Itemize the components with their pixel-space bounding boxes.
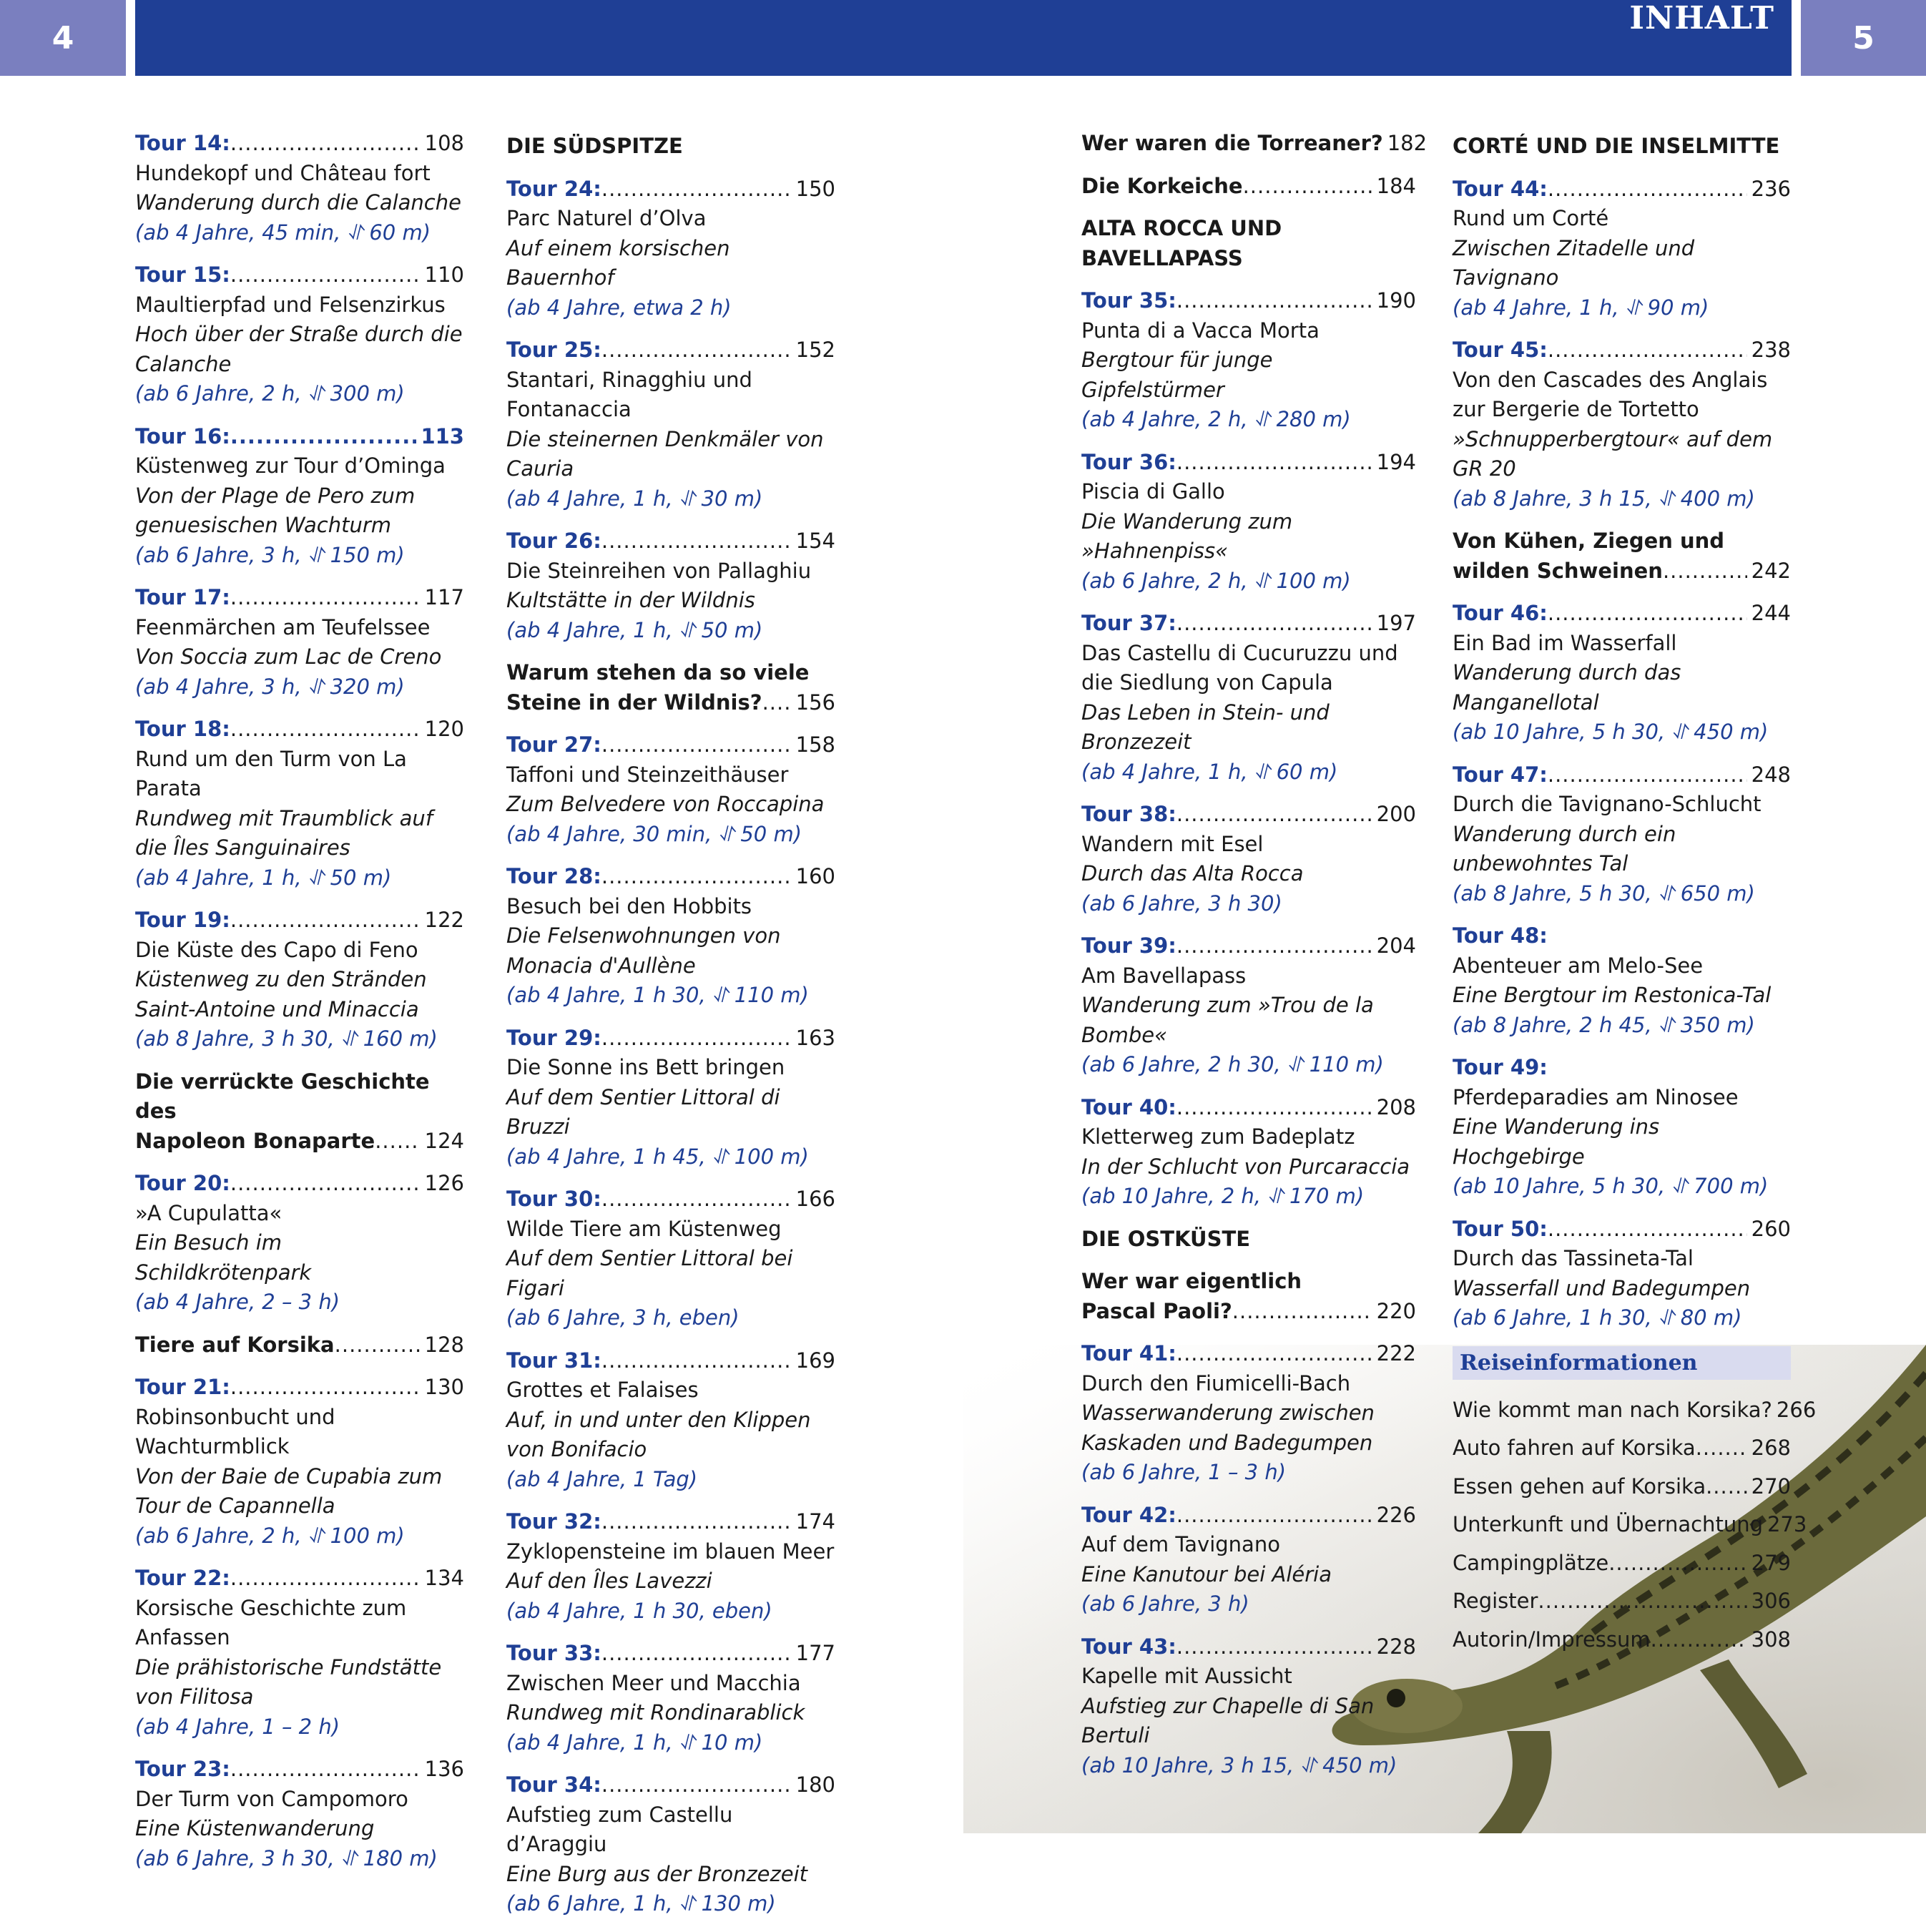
tour-subtitle: »Schnupperbergtour« auf dem GR 20: [1453, 426, 1773, 481]
toc-entry[interactable]: [1081, 448, 1416, 597]
tour-stats: (ab 4 Jahre, 1 h, ⥯ 60 m): [1081, 759, 1338, 784]
reise-item-label: Unterkunft und Übernachtung: [1453, 1512, 1763, 1536]
reise-item[interactable]: [1453, 1549, 1791, 1579]
tour-title: »A Cupulatta«: [135, 1200, 282, 1225]
tour-label: Tour 39:: [1081, 933, 1176, 958]
tour-title: Rund um den Turm von La Parata: [135, 746, 407, 800]
tour-label: Tour 18:: [135, 717, 230, 741]
tour-title: Das Castellu di Cucuruzzu und die Siedlung von Capula: [1081, 640, 1398, 695]
feature-title: Tiere auf Korsika: [135, 1332, 335, 1357]
tour-stats: (ab 4 Jahre, 1 h, ⥯ 30 m): [506, 486, 763, 511]
page-number: 154: [795, 529, 835, 553]
page-number: 248: [1751, 762, 1791, 787]
page-number: 222: [1376, 1341, 1416, 1365]
feature-title: Pascal Paoli?: [1081, 1298, 1232, 1323]
toc-entry[interactable]: [506, 1507, 835, 1626]
left-header-bar: [135, 0, 963, 76]
tour-title: Die Küste des Capo di Feno: [135, 937, 418, 962]
tour-subtitle: Eine Kanutour bei Aléria: [1081, 1561, 1332, 1587]
page-number: 226: [1376, 1502, 1416, 1527]
page-number: 200: [1376, 802, 1416, 826]
tour-label: Tour 40:: [1081, 1094, 1176, 1119]
tour-subtitle: Zwischen Zitadelle und Tavignano: [1453, 235, 1695, 290]
page-number: 130: [424, 1375, 464, 1399]
feature-title-line: Warum stehen da so viele: [506, 660, 810, 685]
page-number: 128: [424, 1332, 464, 1357]
page-number: 260: [1751, 1216, 1791, 1241]
page-number: 242: [1751, 558, 1791, 583]
page-number: 236: [1751, 176, 1791, 201]
page-number: 124: [424, 1128, 464, 1153]
tour-stats: (ab 4 Jahre, 1 h 30, eben): [506, 1598, 772, 1623]
page-number: 174: [795, 1509, 835, 1534]
tour-stats: (ab 4 Jahre, 3 h, ⥯ 320 m): [135, 674, 405, 699]
tour-subtitle: Hoch über der Straße durch die Calanche: [135, 322, 463, 376]
page-number: 244: [1751, 601, 1791, 625]
tour-label: Tour 47:: [1453, 762, 1548, 787]
feature-title: Wer waren die Torreaner?: [1081, 131, 1383, 155]
tour-subtitle: Wanderung durch ein unbewohntes Tal: [1453, 821, 1676, 876]
tour-label: Tour 45:: [1453, 338, 1548, 362]
reise-item-label: Essen gehen auf Korsika: [1453, 1473, 1706, 1499]
page-number: 122: [424, 908, 464, 932]
page-number: 150: [795, 176, 835, 201]
tour-title: Kletterweg zum Badeplatz: [1081, 1124, 1355, 1149]
tour-stats: (ab 4 Jahre, 30 min, ⥯ 50 m): [506, 821, 802, 846]
tour-title: Parc Naturel d’Olva: [506, 206, 707, 230]
tour-subtitle: Eine Bergtour im Restonica-Tal: [1453, 983, 1772, 1007]
toc-entry[interactable]: [1453, 1053, 1791, 1202]
tour-title: Hundekopf und Château fort: [135, 160, 431, 185]
tour-stats: (ab 6 Jahre, 2 h, ⥯ 300 m): [135, 381, 405, 406]
tour-stats: (ab 6 Jahre, 1 h 30, ⥯ 80 m): [1453, 1305, 1742, 1330]
tour-subtitle: Das Leben in Stein- und Bronzezeit: [1081, 700, 1330, 754]
section-heading: DIE SÜDSPITZE: [506, 134, 683, 158]
tour-label: Tour 26:: [506, 529, 601, 553]
tour-label: Tour 35:: [1081, 288, 1176, 313]
tour-label: Tour 34:: [506, 1772, 601, 1797]
reise-item-label: Auto fahren auf Korsika: [1453, 1436, 1696, 1460]
feature-entry[interactable]: [135, 1330, 464, 1360]
toc-entry[interactable]: [135, 1373, 464, 1551]
page-number: 270: [1751, 1473, 1791, 1499]
feature-entry[interactable]: [1081, 172, 1416, 202]
tour-label: Tour 20:: [135, 1171, 230, 1195]
section-heading: ALTA ROCCA UND BAVELLAPASS: [1081, 216, 1282, 270]
feature-title-line: Die verrückte Geschichte des: [135, 1069, 430, 1123]
left-page-number: 4: [0, 0, 126, 76]
feature-title: Steine in der Wildnis?: [506, 690, 762, 715]
reise-item[interactable]: [1453, 1433, 1791, 1463]
reise-item[interactable]: [1453, 1625, 1791, 1655]
page-number: 208: [1376, 1094, 1416, 1119]
tour-stats: (ab 4 Jahre, 1 h, ⥯ 50 m): [506, 617, 763, 642]
toc-entry[interactable]: [1081, 1339, 1416, 1488]
toc-entry[interactable]: [135, 906, 464, 1054]
tour-label: Tour 14:: [135, 131, 230, 155]
page-number: 110: [424, 263, 464, 287]
tour-title: Küstenweg zur Tour d’Ominga: [135, 453, 446, 478]
tour-subtitle: Zum Belvedere von Roccapina: [506, 792, 825, 816]
tour-subtitle: Auf den Îles Lavezzi: [506, 1569, 712, 1593]
feature-title-line: Wer war eigentlich: [1081, 1269, 1302, 1293]
toc-column-2: [506, 129, 835, 1932]
toc-column-3: [1081, 129, 1428, 1793]
tour-stats: (ab 6 Jahre, 3 h): [1081, 1592, 1249, 1616]
tour-title: Wilde Tiere am Küstenweg: [506, 1216, 782, 1241]
toc-entry[interactable]: [1453, 1215, 1791, 1333]
tour-subtitle: Kultstätte in der Wildnis: [506, 588, 755, 612]
tour-stats: (ab 10 Jahre, 3 h 15, ⥯ 450 m): [1081, 1752, 1397, 1777]
tour-label: Tour 38:: [1081, 802, 1176, 826]
toc-entry[interactable]: [506, 1024, 835, 1172]
toc-entry[interactable]: [135, 583, 464, 702]
tour-label: Tour 24:: [506, 176, 601, 201]
page-number: 228: [1376, 1634, 1416, 1659]
tour-subtitle: Wasserwanderung zwischen Kaskaden und Badegumpen: [1081, 1401, 1375, 1455]
tour-subtitle: Durch das Alta Rocca: [1081, 861, 1304, 886]
tour-stats: (ab 6 Jahre, 2 h, ⥯ 100 m): [1081, 568, 1351, 593]
page-number: 184: [1376, 173, 1416, 198]
toc-column-4: [1453, 129, 1817, 1663]
tour-subtitle: Auf einem korsischen Bauernhof: [506, 235, 730, 290]
toc-entry[interactable]: [1081, 1501, 1416, 1619]
page-number: 266: [1776, 1397, 1817, 1422]
tour-label: Tour 46:: [1453, 601, 1548, 625]
page-number: 177: [795, 1641, 835, 1665]
toc-entry[interactable]: [135, 1564, 464, 1742]
page-header: [0, 0, 1926, 76]
tour-label: Tour 30:: [506, 1187, 601, 1211]
toc-entry[interactable]: [1081, 1632, 1416, 1781]
reise-item[interactable]: [1453, 1396, 1817, 1426]
tour-subtitle: Die prähistorische Fundstätte von Filitosa: [135, 1654, 442, 1709]
toc-entry[interactable]: [506, 1185, 835, 1333]
toc-entry[interactable]: [1453, 335, 1791, 514]
page-number: 117: [424, 585, 464, 609]
reiseinformationen-heading: Reiseinformationen: [1453, 1346, 1791, 1380]
tour-stats: (ab 10 Jahre, 2 h, ⥯ 170 m): [1081, 1184, 1365, 1208]
toc-entry[interactable]: [135, 422, 464, 571]
tour-subtitle: Die steinernen Denkmäler von Cauria: [506, 426, 824, 481]
page-number: 126: [424, 1171, 464, 1195]
tour-stats: (ab 4 Jahre, 45 min, ⥯ 60 m): [135, 220, 431, 245]
section-heading: CORTÉ UND DIE INSELMITTE: [1453, 134, 1780, 158]
page-number: 190: [1376, 288, 1416, 313]
tour-title: Der Turm von Campomoro: [135, 1786, 408, 1811]
tour-label: Tour 48:: [1453, 923, 1548, 948]
tour-stats: (ab 4 Jahre, etwa 2 h): [506, 295, 732, 320]
feature-entry[interactable]: [1453, 526, 1791, 586]
tour-stats: (ab 4 Jahre, 1 h 30, ⥯ 110 m): [506, 983, 809, 1007]
page-number: 306: [1751, 1589, 1791, 1613]
tour-title: Kapelle mit Aussicht: [1081, 1664, 1292, 1688]
tour-label: Tour 31:: [506, 1348, 601, 1373]
tour-label: Tour 16:: [135, 423, 230, 448]
tour-label: Tour 41:: [1081, 1341, 1176, 1365]
tour-title: Rund um Corté: [1453, 206, 1609, 230]
tour-title: Feenmärchen am Teufelssee: [135, 614, 431, 639]
tour-subtitle: Bergtour für junge Gipfelstürmer: [1081, 348, 1273, 402]
toc-entry[interactable]: [506, 526, 835, 645]
tour-stats: (ab 4 Jahre, 1 h, ⥯ 50 m): [135, 865, 392, 890]
page-number: 156: [795, 690, 835, 715]
tour-title: Auf dem Tavignano: [1081, 1532, 1280, 1556]
tour-title: Zyklopensteine im blauen Meer: [506, 1539, 835, 1564]
tour-label: Tour 22:: [135, 1566, 230, 1590]
page-number: 308: [1751, 1627, 1791, 1652]
tour-title: Taffoni und Steinzeithäuser: [506, 762, 789, 787]
tour-stats: (ab 6 Jahre, 3 h 30, ⥯ 180 m): [135, 1845, 438, 1870]
page-number: 220: [1376, 1298, 1416, 1323]
tour-subtitle: Küstenweg zu den Stränden Saint-Antoine und Minaccia: [135, 967, 427, 1021]
toc-entry[interactable]: [1081, 800, 1416, 918]
page-title: INHALT: [1629, 0, 1774, 36]
toc-column-1: [135, 129, 464, 1886]
tour-stats: (ab 6 Jahre, 2 h, ⥯ 100 m): [135, 1523, 405, 1548]
toc-entry[interactable]: [1453, 760, 1791, 909]
tour-subtitle: Die Wanderung zum »Hahnenpiss«: [1081, 509, 1293, 563]
tour-subtitle: Auf, in und unter den Klippen von Bonifacio: [506, 1407, 811, 1461]
tour-title: Am Bavellapass: [1081, 963, 1247, 988]
tour-title: Ein Bad im Wasserfall: [1453, 630, 1677, 655]
tour-stats: (ab 4 Jahre, 2 h, ⥯ 280 m): [1081, 407, 1351, 431]
page-number: 180: [795, 1772, 835, 1797]
tour-subtitle: Rundweg mit Rondinarablick: [506, 1700, 805, 1725]
page-number: 166: [795, 1187, 835, 1211]
reise-item-label: Autorin/Impressum: [1453, 1627, 1651, 1652]
toc-entry[interactable]: [1081, 931, 1416, 1080]
toc-entry[interactable]: [1081, 1093, 1416, 1212]
feature-entry[interactable]: [1081, 1267, 1416, 1326]
tour-label: Tour 36:: [1081, 449, 1176, 474]
page-number: 238: [1751, 338, 1791, 362]
tour-subtitle: Die Felsenwohnungen von Monacia d'Aullène: [506, 923, 781, 978]
page-number: 279: [1751, 1550, 1791, 1575]
tour-title: Aufstieg zum Castellu d’Araggiu: [506, 1802, 733, 1856]
tour-title: Besuch bei den Hobbits: [506, 893, 752, 918]
tour-title: Grottes et Falaises: [506, 1378, 699, 1402]
tour-title: Korsische Geschichte zum Anfassen: [135, 1595, 407, 1649]
tour-subtitle: Auf dem Sentier Littoral di Bruzzi: [506, 1084, 780, 1139]
tour-subtitle: Wanderung durch die Calanche: [135, 190, 461, 215]
tour-label: Tour 21:: [135, 1375, 230, 1399]
tour-label: Tour 23:: [135, 1757, 230, 1781]
tour-title: Pferdeparadies am Ninosee: [1453, 1084, 1739, 1109]
toc-entry[interactable]: [1453, 921, 1791, 1040]
toc-entry[interactable]: [1081, 286, 1416, 435]
page-number: 160: [795, 864, 835, 888]
tour-title: Die Sonne ins Bett bringen: [506, 1055, 785, 1079]
tour-label: Tour 19:: [135, 908, 230, 932]
reise-item[interactable]: [1453, 1510, 1807, 1540]
page-number: 136: [424, 1757, 464, 1781]
tour-stats: (ab 4 Jahre, 1 h, ⥯ 90 m): [1453, 295, 1709, 320]
feature-title: Napoleon Bonaparte: [135, 1128, 375, 1153]
tour-stats: (ab 10 Jahre, 5 h 30, ⥯ 700 m): [1453, 1174, 1769, 1198]
toc-entry[interactable]: [1453, 599, 1791, 747]
tour-title: Piscia di Gallo: [1081, 479, 1225, 504]
page-number: 194: [1376, 449, 1416, 474]
reise-item[interactable]: [1453, 1587, 1791, 1617]
tour-subtitle: Von der Baie de Cupabia zum Tour de Capannella: [135, 1463, 443, 1518]
feature-entry[interactable]: [1081, 129, 1428, 159]
tour-stats: (ab 6 Jahre, 3 h, ⥯ 150 m): [135, 542, 405, 567]
tour-title: Durch den Fiumicelli-Bach: [1081, 1370, 1351, 1396]
tour-subtitle: Wasserfall und Badegumpen: [1453, 1275, 1751, 1300]
tour-title: Durch die Tavignano-Schlucht: [1453, 792, 1762, 816]
toc-entry[interactable]: [506, 730, 835, 849]
toc-entry[interactable]: [506, 862, 835, 1011]
toc-entry[interactable]: [135, 715, 464, 893]
tour-subtitle: Eine Küstenwanderung: [135, 1816, 375, 1840]
toc-entry[interactable]: [506, 175, 835, 323]
tour-subtitle: Auf dem Sentier Littoral bei Figari: [506, 1246, 793, 1300]
toc-entry[interactable]: [135, 260, 464, 409]
tour-subtitle: Von der Plage de Pero zum genuesischen Wachturm: [135, 483, 416, 537]
right-page-number: 5: [1801, 0, 1926, 76]
page-number: 268: [1751, 1436, 1791, 1460]
page-number: 152: [795, 338, 835, 362]
feature-title: Die Korkeiche: [1081, 173, 1243, 198]
tour-label: Tour 15:: [135, 263, 230, 287]
feature-title-line: Von Kühen, Ziegen und: [1453, 529, 1725, 553]
tour-stats: (ab 4 Jahre, 1 – 2 h): [135, 1714, 340, 1739]
tour-subtitle: Rundweg mit Traumblick auf die Îles Sanguinaires: [135, 805, 433, 860]
feature-title: wilden Schweinen: [1453, 558, 1663, 583]
page-number: 163: [795, 1025, 835, 1050]
page-number: 182: [1387, 131, 1428, 155]
toc-entry[interactable]: [506, 1639, 835, 1757]
tour-label: Tour 44:: [1453, 176, 1548, 201]
page-number: 158: [795, 732, 835, 757]
tour-stats: (ab 4 Jahre, 2 – 3 h): [135, 1290, 340, 1314]
tour-subtitle: Wanderung durch das Manganellotal: [1453, 660, 1681, 715]
tour-stats: (ab 4 Jahre, 1 Tag): [506, 1466, 698, 1491]
tour-title: Die Steinreihen von Pallaghiu: [506, 558, 812, 583]
section-heading: DIE OSTKÜSTE: [1081, 1226, 1251, 1251]
reise-item-label: Register: [1453, 1589, 1538, 1613]
tour-stats: (ab 8 Jahre, 3 h 30, ⥯ 160 m): [135, 1026, 438, 1051]
tour-title: Robinsonbucht und Wachturmblick: [135, 1404, 335, 1458]
tour-title: Stantari, Rinagghiu und Fontanaccia: [506, 367, 752, 421]
reise-item-label: Wie kommt man nach Korsika?: [1453, 1397, 1772, 1422]
toc-entry[interactable]: [506, 335, 835, 514]
toc-entry[interactable]: [135, 1169, 464, 1318]
tour-label: Tour 25:: [506, 338, 601, 362]
page-number: 197: [1376, 611, 1416, 635]
tour-label: Tour 33:: [506, 1641, 601, 1665]
tour-label: Tour 50:: [1453, 1216, 1548, 1241]
tour-title: Durch das Tassineta-Tal: [1453, 1246, 1694, 1270]
tour-title: Von den Cascades des Anglais zur Bergerie de Tortetto: [1453, 367, 1768, 421]
reise-item[interactable]: [1453, 1472, 1791, 1502]
page-number: 273: [1767, 1512, 1807, 1536]
tour-subtitle: Aufstieg zur Chapelle di San Bertuli: [1081, 1693, 1375, 1747]
tour-label: Tour 37:: [1081, 611, 1176, 635]
tour-subtitle: Ein Besuch im Schildkrötenpark: [135, 1230, 312, 1285]
tour-stats: (ab 4 Jahre, 1 h, ⥯ 10 m): [506, 1730, 763, 1755]
toc-entry[interactable]: [506, 1770, 835, 1919]
tour-label: Tour 42:: [1081, 1502, 1176, 1527]
tour-stats: (ab 6 Jahre, 1 – 3 h): [1081, 1460, 1287, 1484]
tour-title: Maultierpfad und Felsenzirkus: [135, 292, 446, 317]
tour-title: Abenteuer am Melo-See: [1453, 953, 1704, 978]
tour-title: Wandern mit Esel: [1081, 831, 1264, 856]
page-number: 108: [424, 131, 464, 155]
tour-stats: (ab 8 Jahre, 2 h 45, ⥯ 350 m): [1453, 1012, 1755, 1037]
tour-title: Punta di a Vacca Morta: [1081, 318, 1320, 343]
tour-label: Tour 29:: [506, 1025, 601, 1050]
toc-entry[interactable]: [135, 1755, 464, 1873]
tour-subtitle: Wanderung zum »Trou de la Bombe«: [1081, 993, 1374, 1047]
tour-stats: (ab 4 Jahre, 1 h 45, ⥯ 100 m): [506, 1144, 809, 1169]
tour-stats: (ab 8 Jahre, 5 h 30, ⥯ 650 m): [1453, 881, 1755, 906]
feature-entry[interactable]: [135, 1067, 464, 1157]
page-number: 134: [424, 1566, 464, 1590]
tour-title: Zwischen Meer und Macchia: [506, 1670, 801, 1695]
tour-subtitle: Eine Wanderung ins Hochgebirge: [1453, 1114, 1660, 1169]
toc-entry[interactable]: [506, 1346, 835, 1495]
tour-subtitle: Eine Burg aus der Bronzezeit: [506, 1861, 808, 1886]
right-header-bar: [963, 0, 1792, 76]
tour-label: Tour 28:: [506, 864, 601, 888]
tour-subtitle: In der Schlucht von Purcaraccia: [1081, 1154, 1410, 1179]
tour-subtitle: Von Soccia zum Lac de Creno: [135, 644, 442, 669]
tour-label: Tour 27:: [506, 732, 601, 757]
page-number: 169: [795, 1348, 835, 1373]
page-number: 120: [424, 717, 464, 741]
feature-entry[interactable]: [506, 658, 835, 717]
tour-label: Tour 17:: [135, 585, 230, 609]
tour-label: Tour 49:: [1453, 1055, 1548, 1079]
toc-entry[interactable]: [1081, 609, 1416, 787]
toc-entry[interactable]: [1453, 175, 1791, 323]
reise-item-label: Campingplätze: [1453, 1550, 1609, 1575]
tour-stats: (ab 10 Jahre, 5 h 30, ⥯ 450 m): [1453, 720, 1769, 744]
page-number: 113: [421, 423, 464, 448]
tour-stats: (ab 6 Jahre, 1 h, ⥯ 130 m): [506, 1891, 776, 1916]
tour-stats: (ab 6 Jahre, 2 h 30, ⥯ 110 m): [1081, 1052, 1384, 1077]
tour-stats: (ab 8 Jahre, 3 h 15, ⥯ 400 m): [1453, 486, 1755, 511]
tour-label: Tour 32:: [506, 1509, 601, 1534]
tour-label: Tour 43:: [1081, 1634, 1176, 1659]
tour-stats: (ab 6 Jahre, 3 h, eben): [506, 1305, 740, 1330]
page-number: 204: [1376, 933, 1416, 958]
tour-stats: (ab 6 Jahre, 3 h 30): [1081, 891, 1282, 916]
toc-entry[interactable]: [135, 129, 464, 247]
